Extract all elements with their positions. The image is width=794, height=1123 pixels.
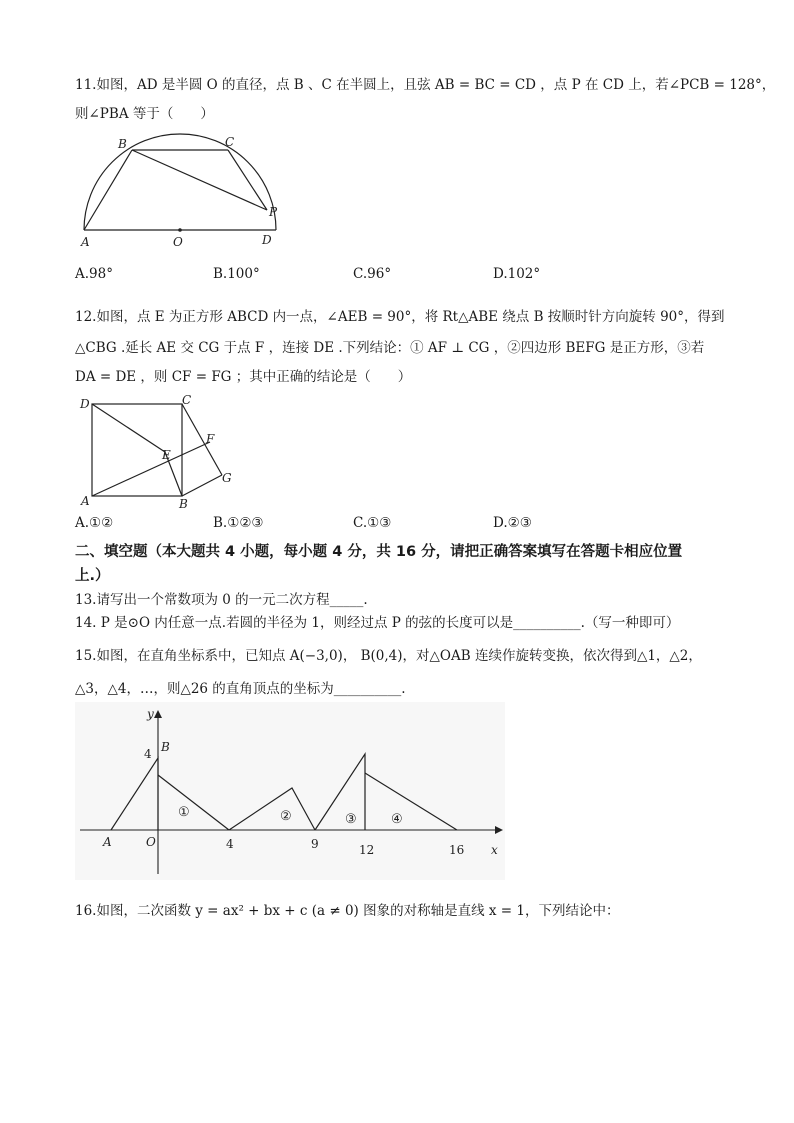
section-2-title-line1: 二、填空题（本大题共 4 小题，每小题 4 分，共 16 分，请把正确答案填写在答题卡相应位置 — [75, 544, 683, 560]
q12-option-a: A.①② — [75, 515, 114, 531]
q14-text: 14. P 是⊙O 内任意一点.若圆的半径为 1，则经过点 P 的弦的长度可以是__________.（写一种即可） — [75, 615, 680, 631]
q11-text-line1: 11.如图，AD 是半圆 O 的直径，点 B 、C 在半圆上，且弦 AB = BC = CD ，点 P 在 CD 上，若∠PCB = 128°， — [75, 77, 776, 93]
label-b: B — [161, 740, 170, 754]
q15-text-line2: △3，△4，…，则△26 的直角顶点的坐标为__________. — [75, 681, 406, 697]
q12-square-figure — [75, 392, 245, 514]
label-e: E — [162, 448, 171, 462]
q11-option-d: D.102° — [493, 266, 541, 282]
chord-bp — [132, 150, 267, 210]
x-tick-12: 12 — [359, 843, 375, 857]
q11-text-line2: 则∠PBA 等于（ ） — [75, 106, 214, 122]
segment-de — [92, 404, 165, 452]
q15-coordinate-figure — [75, 702, 505, 880]
x-axis-label: x — [491, 843, 498, 857]
segment-bg — [182, 475, 222, 496]
triangle-2-mark: ② — [280, 809, 292, 824]
chord-ab — [84, 150, 132, 230]
figure-background — [75, 702, 505, 880]
q11-option-b: B.100° — [213, 266, 260, 282]
q11-option-c: C.96° — [353, 266, 392, 282]
y-tick-4: 4 — [144, 747, 152, 761]
label-b: B — [118, 137, 127, 151]
segment-af — [92, 442, 210, 496]
q16-text: 16.如图，二次函数 y = ax² + bx + c (a ≠ 0) 图象的对称轴是直线 x = 1，下列结论中： — [75, 903, 620, 919]
q12-text-line2: △CBG .延长 AE 交 CG 于点 F ，连接 DE .下列结论：① AF ⊥ CG ，②四边形 BEFG 是正方形，③若 — [75, 340, 705, 356]
label-g: G — [222, 471, 232, 485]
y-axis-label: y — [147, 707, 154, 721]
x-tick-9: 9 — [311, 837, 319, 851]
x-tick-4: 4 — [226, 837, 234, 851]
q12-option-b: B.①②③ — [213, 515, 264, 531]
label-c: C — [182, 393, 192, 407]
q12-text-line3: DA = DE ，则 CF = FG ；其中正确的结论是（ ） — [75, 369, 412, 385]
q12-option-c: C.①③ — [353, 515, 392, 531]
q12-text-line1: 12.如图，点 E 为正方形 ABCD 内一点，∠AEB = 90°，将 Rt△ABE 绕点 B 按顺时针方向旋转 90°，得到 — [75, 309, 725, 325]
center-o-dot — [178, 228, 182, 232]
triangle-4-mark: ④ — [391, 812, 403, 827]
label-a: A — [103, 835, 112, 849]
q13-text: 13.请写出一个常数项为 0 的一元二次方程_____. — [75, 592, 368, 608]
section-2-title-line2: 上.） — [75, 568, 110, 584]
label-f: F — [206, 432, 215, 446]
label-origin: O — [146, 835, 156, 849]
q11-option-a: A.98° — [75, 266, 113, 282]
q11-semicircle-figure — [75, 132, 290, 252]
q12-option-d: D.②③ — [493, 515, 532, 531]
label-o: O — [173, 235, 183, 249]
triangle-3-mark: ③ — [345, 812, 357, 827]
label-b: B — [179, 497, 188, 511]
label-d: D — [262, 233, 272, 247]
label-d: D — [80, 397, 90, 411]
label-a: A — [81, 494, 90, 508]
segment-cg — [182, 404, 222, 475]
label-a: A — [81, 235, 90, 249]
label-c: C — [225, 135, 235, 149]
label-p: P — [269, 205, 278, 219]
triangle-1-mark: ① — [178, 805, 190, 820]
x-tick-16: 16 — [449, 843, 465, 857]
q15-text-line1: 15.如图，在直角坐标系中，已知点 A(−3,0)， B(0,4)，对△OAB 连续作旋转变换，依次得到△1，△2， — [75, 648, 702, 664]
